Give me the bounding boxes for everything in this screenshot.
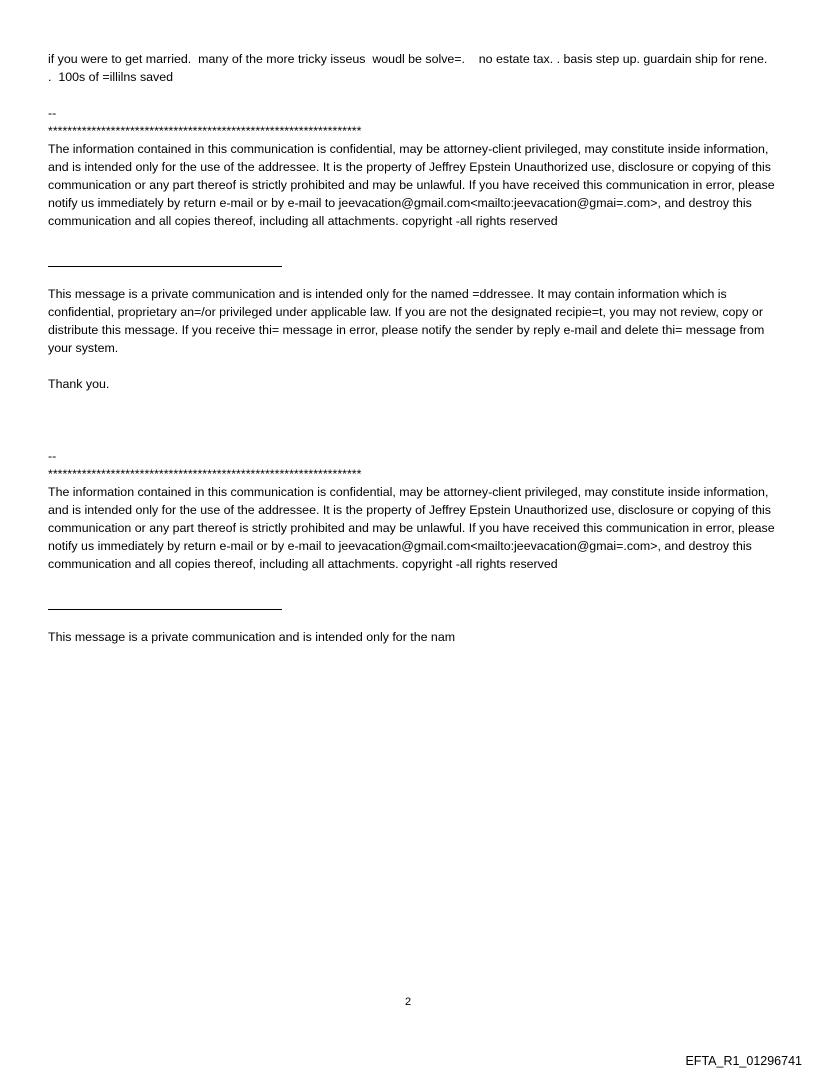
confidentiality-disclaimer: The information contained in this communication is confidential, may be attorney-client privileged, may constitute inside information, and is intended only for the use of the addressee. It is the property of Jeffrey Epstein Unauthorized use, disclosure or copying of this communication or any part thereof is strictly prohibited and may be unlawful. If you have received this communication in error, please notify us immediately by return e-mail or by e-mail to jeevacation@gmail.com<mailto:jeevacation@gmai=.com>, and destroy this communication and all copies thereof, including all attachments. copyright -all rights reserved xyxy=(48,485,779,571)
confidentiality-disclaimer: The information contained in this communication is confidential, may be attorney-client privileged, may constitute inside information, and is intended only for the use of the addressee. It is the property of Jeffrey Epstein Unauthorized use, disclosure or copying of this communication or any part thereof is strictly prohibited and may be unlawful. If you have received this communication in error, please notify us immediately by return e-mail or by e-mail to jeevacation@gmail.com<mailto:jeevacation@gmai=.com>, and destroy this communication and all copies thereof, including all attachments. copyright -all rights reserved xyxy=(48,142,779,228)
document-body xyxy=(48,50,779,646)
asterisk-divider: ***************************************************************** xyxy=(48,467,362,481)
thank-you-line: Thank you. xyxy=(48,377,110,391)
spacer xyxy=(48,610,776,628)
private-communication-notice: This message is a private communication and is intended only for the named =ddressee. It may contain information which is confidential, proprietary an=/or privileged under applicable law. If you are not the designated recipie=t, you may not review, copy or distribute this message. If you receive thi= message in error, please notify the sender by reply e-mail and delete thi= message from your system. xyxy=(48,287,768,355)
asterisk-divider: ***************************************************************** xyxy=(48,124,362,138)
spacer xyxy=(48,267,776,285)
spacer xyxy=(48,573,776,609)
spacer xyxy=(48,393,776,447)
spacer xyxy=(48,230,776,266)
document-id-stamp: EFTA_R1_01296741 xyxy=(685,1054,802,1068)
signature-dash-marker: -- xyxy=(48,449,57,463)
spacer xyxy=(48,357,776,375)
message-opening-line: if you were to get married. many of the more tricky isseus woudl be solve=. no estate tax. . basis step up. guardain ship for rene. . 100s of =illilns saved xyxy=(48,52,778,84)
private-communication-notice-truncated: This message is a private communication and is intended only for the nam xyxy=(48,630,456,644)
page-number: 2 xyxy=(404,996,412,1008)
signature-dash-marker: -- xyxy=(48,106,57,120)
spacer xyxy=(48,86,776,104)
